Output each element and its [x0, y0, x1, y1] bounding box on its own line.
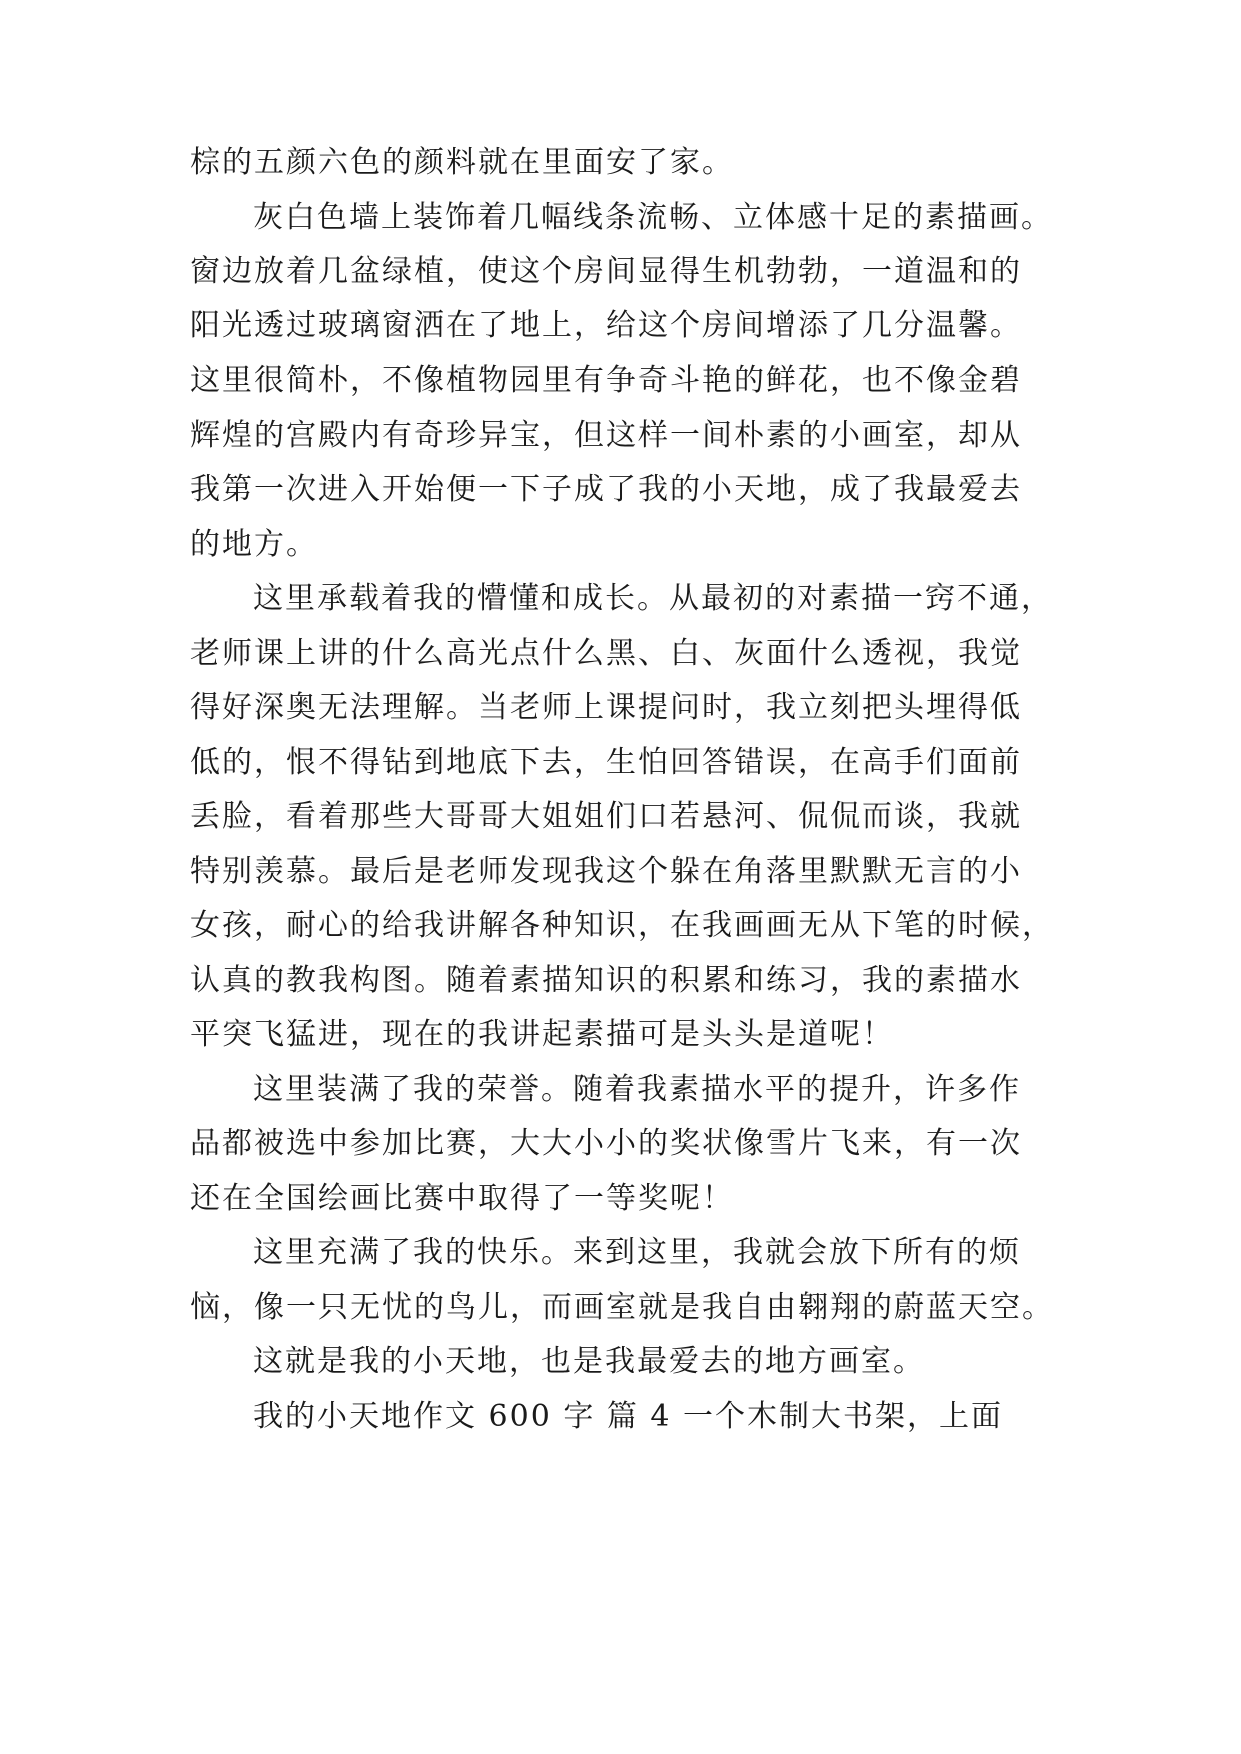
text-line: 棕的五颜六色的颜料就在里面安了家。	[190, 145, 734, 180]
text-line: 丢脸，看着那些大哥哥大姐姐们口若悬河、侃侃而谈，我就	[190, 799, 1022, 834]
text-line: 品都被选中参加比赛，大大小小的奖状像雪片飞来，有一次	[190, 1126, 1022, 1161]
text-line: 还在全国绘画比赛中取得了一等奖呢！	[190, 1181, 734, 1216]
text-line: 老师课上讲的什么高光点什么黑、白、灰面什么透视，我觉	[190, 636, 1022, 671]
paragraph-start-line: 这里承载着我的懵懂和成长。从最初的对素描一窍不通，	[253, 581, 1053, 616]
text-line: 特别羡慕。最后是老师发现我这个躲在角落里默默无言的小	[190, 854, 1022, 889]
text-line: 得好深奥无法理解。当老师上课提问时，我立刻把头埋得低	[190, 690, 1022, 725]
text-line: 我第一次进入开始便一下子成了我的小天地，成了我最爱去	[190, 472, 1022, 507]
text-line: 辉煌的宫殿内有奇珍异宝，但这样一间朴素的小画室，却从	[190, 418, 1022, 453]
paragraph-start-line: 灰白色墙上装饰着几幅线条流畅、立体感十足的素描画。	[253, 200, 1053, 235]
text-line: 恼，像一只无忧的鸟儿，而画室就是我自由翱翔的蔚蓝天空。	[190, 1290, 1054, 1325]
section-heading-line: 我的小天地作文 600 字 篇 4 一个木制大书架，上面	[253, 1399, 1004, 1434]
text-line: 女孩，耐心的给我讲解各种知识，在我画画无从下笔的时候，	[190, 908, 1054, 943]
text-line: 这里很简朴，不像植物园里有争奇斗艳的鲜花，也不像金碧	[190, 363, 1022, 398]
paragraph-start-line: 这里充满了我的快乐。来到这里，我就会放下所有的烦	[253, 1235, 1021, 1270]
text-line: 窗边放着几盆绿植，使这个房间显得生机勃勃，一道温和的	[190, 254, 1022, 289]
text-line: 平突飞猛进，现在的我讲起素描可是头头是道呢！	[190, 1017, 894, 1052]
paragraph-start-line: 这就是我的小天地，也是我最爱去的地方画室。	[253, 1344, 925, 1379]
text-line: 认真的教我构图。随着素描知识的积累和练习，我的素描水	[190, 963, 1022, 998]
text-line: 的地方。	[190, 527, 318, 562]
paragraph-start-line: 这里装满了我的荣誉。随着我素描水平的提升，许多作	[253, 1072, 1021, 1107]
text-line: 阳光透过玻璃窗洒在了地上，给这个房间增添了几分温馨。	[190, 308, 1022, 343]
text-line: 低的，恨不得钻到地底下去，生怕回答错误，在高手们面前	[190, 745, 1022, 780]
